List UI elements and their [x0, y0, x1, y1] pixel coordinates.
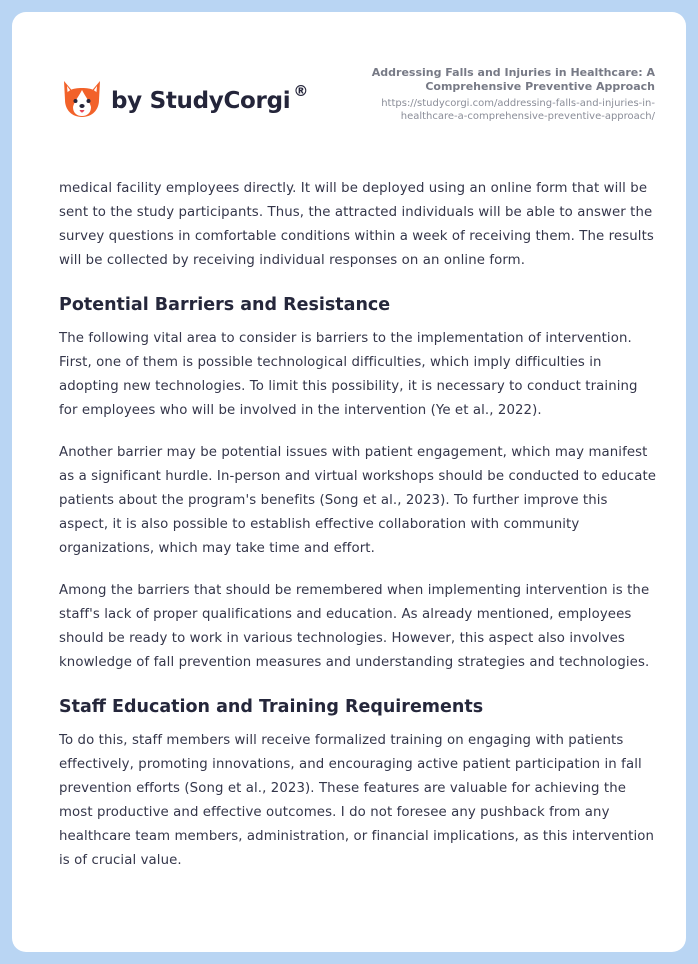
corgi-icon	[59, 76, 105, 122]
registered-mark: ®	[293, 82, 309, 100]
document-meta	[325, 66, 655, 123]
studycorgi-logo[interactable]	[59, 76, 308, 122]
paragraph: Among the barriers that should be remembered when implementing intervention is the staff's lack of proper qualifications and education. As already mentioned, employees should be ready to work in various technologies. However, this aspect also involves knowledge of fall prevention measures and understanding strategies and technologies.	[59, 583, 650, 670]
paragraph: The following vital area to consider is barriers to the implementation of intervention. First, one of them is possible technological difficulties, which imply difficulties in adopting new technologies. To limit this possibility, it is necessary to conduct training for employees who will be involved in the intervention (Ye et al., 2022).	[59, 331, 638, 418]
paragraph: Another barrier may be potential issues with patient engagement, which may manifest as a significant hurdle. In-person and virtual workshops should be conducted to educate patients about the program's benefits (Song et al., 2023). To further improve this aspect, it is also possible to establish effective collaboration with community organizations, which may take time and effort.	[59, 445, 657, 556]
paragraph: To do this, staff members will receive formalized training on engaging with patients effectively, promoting innovations, and encouraging active patient participation in fall prevention efforts (Song et al., 2023). These features are valuable for achieving the most productive and effective outcomes. I do not foresee any pushback from any healthcare team members, administration, or financial implications, as this intervention is of crucial value.	[59, 733, 655, 868]
document-url[interactable]: https://studycorgi.com/addressing-falls-and-injuries-in-healthcare-a-comprehensive-preventive-approach/	[381, 98, 655, 122]
brand-name: by StudyCorgi ®	[111, 82, 309, 114]
paragraph-intro: medical facility employees directly. It will be deployed using an online form that will be sent to the study participants. Thus, the attracted individuals will be able to answer the survey questions in comfortable conditions within a week of receiving them. The results will be collected by receiving individual responses on an online form.	[59, 181, 654, 268]
heading-potential-barriers: Potential Barriers and Resistance	[59, 295, 391, 315]
article-body	[59, 177, 659, 891]
document-title: Addressing Falls and Injuries in Healthcare: A Comprehensive Preventive Approach	[371, 66, 655, 93]
document-page	[12, 12, 686, 952]
heading-staff-education: Staff Education and Training Requirements	[59, 697, 484, 717]
